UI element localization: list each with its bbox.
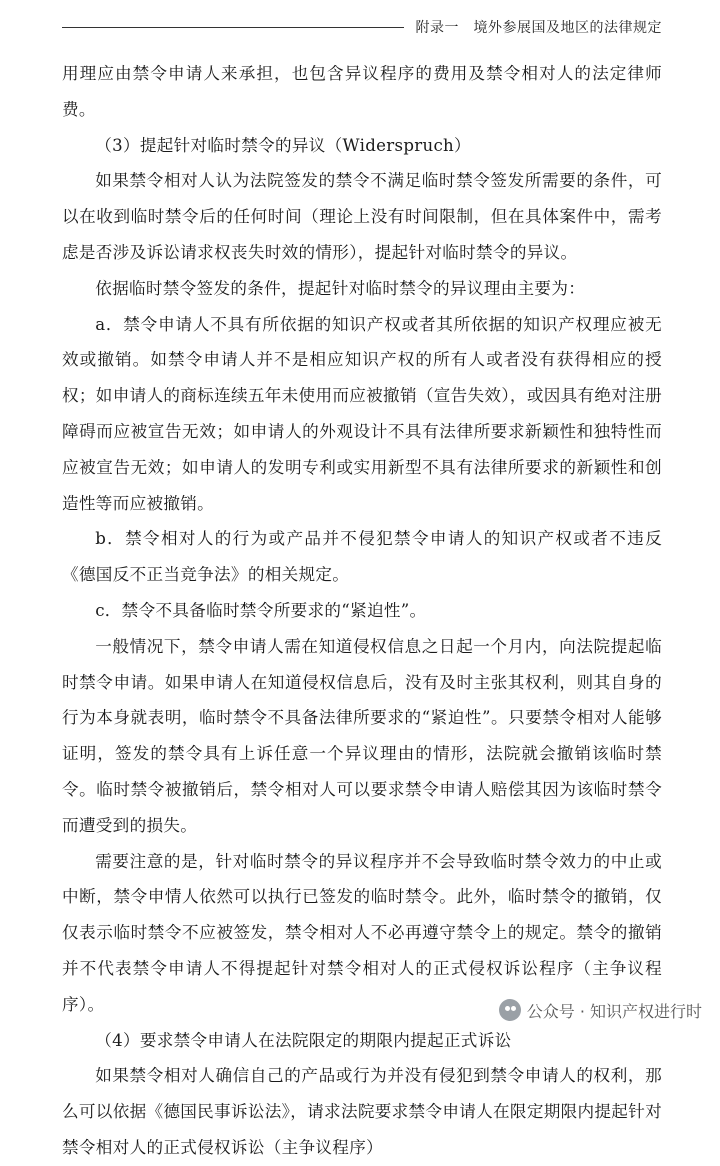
paragraph-urgency: 一般情况下，禁令申请人需在知道侵权信息之日起一个月内，向法院提起临时禁令申请。如果申请人在知道侵权信息后，没有及时主张其权利，则其自身的行为本身就表明，临时禁令不具备法律所要求的“紧迫性”。只要禁令相对人能够证明，签发的禁令具有上诉任意一个异议理由的情形，法院就会撤销该临时禁令。临时禁令被撤销后，禁令相对人可以要求禁令申请人赔偿其因为该临时禁令而遭受到的损失。 <box>62 636 662 835</box>
header-rule <box>62 27 404 28</box>
list-item-b: b．禁令相对人的行为或产品并不侵犯禁令申请人的知识产权或者不违反《德国反不正当竞争法》的相关规定。 <box>62 529 662 585</box>
list-item-c: c．禁令不具备临时禁令所要求的“紧迫性”。 <box>95 600 427 620</box>
watermark-text: 公众号 · 知识产权进行时 <box>526 1001 702 1021</box>
header-title: 附录一 境外参展国及地区的法律规定 <box>415 20 662 36</box>
heading-formal-suit: （4）要求禁令申请人在法院限定的期限内提起正式诉讼 <box>95 1030 512 1050</box>
paragraph-note: 需要注意的是，针对临时禁令的异议程序并不会导致临时禁令效力的中止或中断，禁令申情人依然可以执行已签发的临时禁令。此外，临时禁令的撤销，仅仅表示临时禁令不应被签发，禁令相对人不必再遵守禁令上的规定。禁令的撤销并不代表禁令申请人不得提起针对禁令相对人的正式侵权诉讼程序（主争议程序）。 <box>62 851 662 1014</box>
heading-objection: （3）提起针对临时禁令的异议（Widerspruch） <box>95 135 471 155</box>
paragraph-formal-suit: 如果禁令相对人确信自己的产品或行为并没有侵犯到禁令申请人的权利，那么可以依据《德国民事诉讼法》，请求法院要求禁令申请人在限定期限内提起针对禁令相对人的正式侵权诉讼（主争议程序） <box>62 1066 662 1157</box>
list-item-a: a．禁令申请人不具有所依据的知识产权或者其所依据的知识产权理应被无效或撤销。如禁令申请人并不是相应知识产权的所有人或者没有获得相应的授权；如申请人的商标连续五年未使用而应被撤销（宣告失效），或因具有绝对注册障碍而应被宣告无效；如申请人的外观设计不具有法律所要求新颖性和独特性而应被宣告无效；如申请人的发明专利或实用新型不具有法律所要求的新颖性和创造性等而应被撤销。 <box>62 314 662 513</box>
paragraph-continuation: 用理应由禁令申请人来承担，也包含异议程序的费用及禁令相对人的法定律师费。 <box>62 64 662 119</box>
paragraph-objection-intro: 如果禁令相对人认为法院签发的禁令不满足临时禁令签发所需要的条件，可以在收到临时禁令后的任何时间（理论上没有时间限制，但在具体案件中，需考虑是否涉及诉讼请求权丧失时效的情形），提起针对临时禁令的异议。 <box>62 171 662 262</box>
running-header <box>62 14 662 40</box>
watermark <box>495 995 706 1025</box>
wechat-icon <box>499 999 521 1021</box>
paragraph-objection-grounds: 依据临时禁令签发的条件，提起针对临时禁令的异议理由主要为： <box>95 278 586 298</box>
